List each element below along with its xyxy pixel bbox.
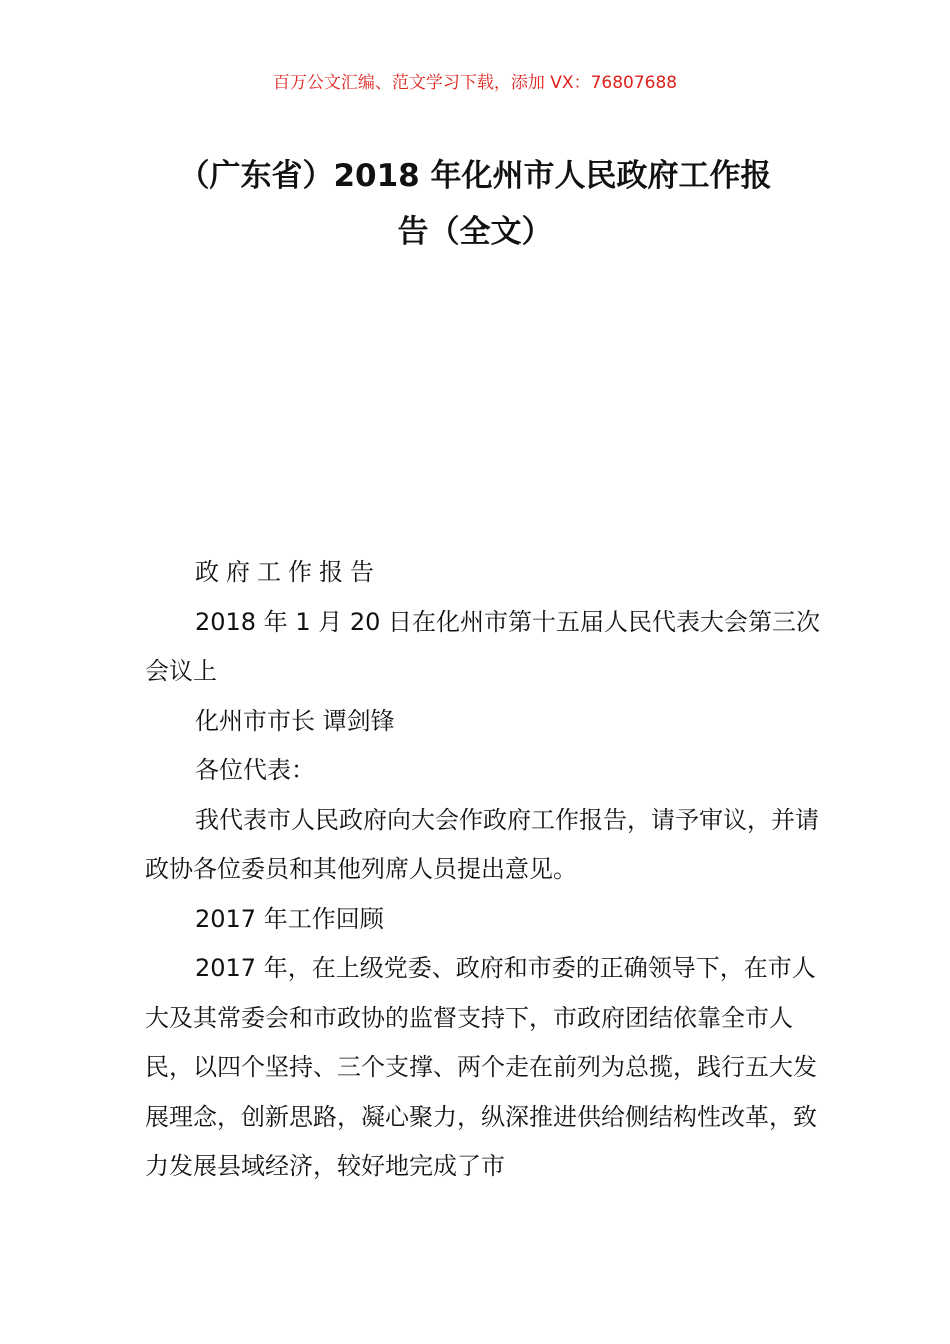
paragraph-1: 2017 年，在上级党委、政府和市委的正确领导下，在市人大及其常委会和市政协的监督支持下，市政府团结依靠全市人民，以四个坚持、三个支撑、两个走在前列为总揽，践行五大发展理念，创新思路，凝心聚力，纵深推进供给侧结构性改革，致力发展县域经济，较好地完成了市 — [145, 954, 817, 1180]
document-title — [0, 148, 950, 260]
salutation: 各位代表： — [195, 756, 315, 784]
intro-paragraph: 我代表市人民政府向大会作政府工作报告，请予审议，并请政协各位委员和其他列席人员提出意见。 — [145, 805, 819, 883]
occasion-line: 2018 年 1 月 20 日在化州市第十五届人民代表大会第三次会议上 — [145, 607, 821, 685]
report-heading: 政府工作报告 — [195, 558, 381, 586]
title-line-1: （广东省）2018 年化州市人民政府工作报 — [178, 158, 772, 194]
title-line-2: 告（全文） — [397, 214, 553, 250]
document-body — [145, 548, 825, 1192]
section-title: 2017 年工作回顾 — [195, 904, 384, 933]
header-watermark-text: 百万公文汇编、范文学习下载，添加 VX：76807688 — [272, 73, 678, 93]
speaker-line: 化州市市长 谭剑锋 — [195, 706, 395, 735]
